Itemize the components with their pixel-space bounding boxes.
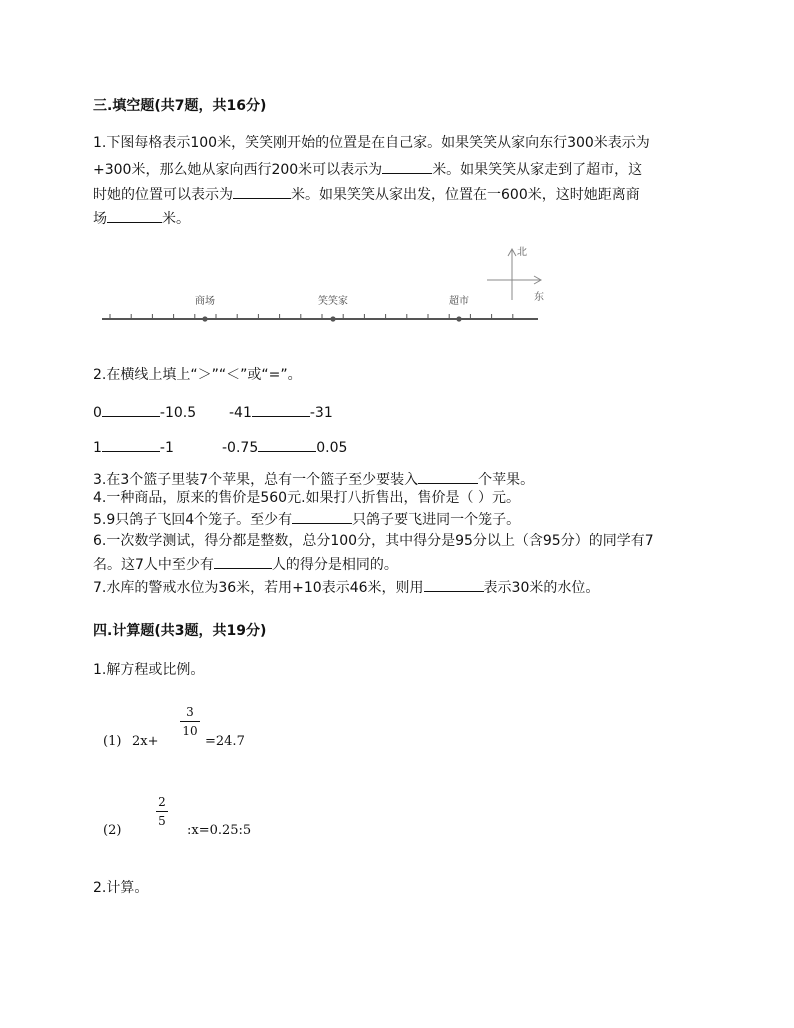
q7-text-b: 表示30米的水位。 [483,580,600,596]
q1-line3-text-b: 米。如果笑笑从家出发，位置在一600米，这时她距离商 [291,187,640,203]
compare-left: 1 [93,440,102,456]
compare-blank[interactable] [102,401,160,417]
q2-row2-item2 [222,436,347,458]
q1-line2-text-b: 米。如果笑笑从家走到了超市，这 [432,162,643,178]
eq2-fraction [156,795,168,828]
answer-blank[interactable] [418,468,478,484]
fraction-bar [180,721,200,722]
q6-line2-text-b: 人的得分是相同的。 [271,557,398,573]
answer-blank[interactable] [107,207,162,223]
eq1-label: (1) [103,734,122,749]
q2-row1-item2 [229,401,333,423]
q2-prompt: 2.在横线上填上“＞”“＜”或“=”。 [93,367,302,383]
compass-icon [487,246,544,303]
eq2-numerator: 2 [158,795,166,809]
q1-line3 [93,183,640,205]
compare-blank[interactable] [252,401,310,417]
answer-blank[interactable] [382,158,432,174]
compare-left: -41 [229,405,252,421]
answer-blank[interactable] [424,576,484,592]
eq1-numerator: 3 [186,705,194,719]
q7 [93,576,599,598]
q6-line2 [93,553,398,575]
q5 [93,508,520,530]
q1-line4 [93,207,190,229]
label-mall: 商场 [195,296,215,307]
label-home: 笑笑家 [318,296,348,307]
q1-line2-text-a: +300米，那么她从家向西行200米可以表示为 [93,162,383,178]
calc-q2-prompt: 2.计算。 [93,880,149,896]
q3-text-a: 3.在3个篮子里装7个苹果，总有一个篮子至少要装入 [93,472,419,488]
q1-line1: 1.下图每格表示100米，笑笑刚开始的位置是在自己家。如果笑笑从家向东行300米表示为 [93,135,650,151]
mall-dot [202,316,207,321]
q2-row2-item1 [93,436,174,458]
section-3-title: 三.填空题(共7题，共16分) [93,98,267,114]
compare-right: 0.05 [316,440,348,456]
compare-blank[interactable] [258,436,316,452]
eq2-label: (2) [103,823,122,838]
eq1-denominator: 10 [182,724,198,738]
q6-line1: 6.一次数学测试，得分都是整数，总分100分，其中得分是95分以上（含95分）的同学有7 [93,533,654,549]
compare-blank[interactable] [102,436,160,452]
eq1-rhs: =24.7 [205,734,245,749]
q3-text-b: 个苹果。 [478,472,535,488]
eq1-lhs: 2x+ [132,734,159,749]
home-dot [330,316,335,321]
q6-line2-text-a: 名。这7人中至少有 [93,557,214,573]
answer-blank[interactable] [292,508,352,524]
compare-right: -31 [309,405,333,421]
q1-line2 [93,158,642,180]
q5-text-b: 只鸽子要飞进同一个笼子。 [352,512,521,528]
q2-row1-item1 [93,401,196,423]
compass-east-label: 东 [534,292,544,303]
eq2-denominator: 5 [158,814,166,828]
eq1-fraction [180,705,200,738]
eq2-rest: :x=0.25:5 [187,823,252,838]
compass-north-label: 北 [517,247,527,258]
compare-left: -0.75 [222,440,259,456]
compare-left: 0 [93,405,102,421]
fraction-bar [156,811,168,812]
q4: 4.一种商品，原来的售价是560元.如果打八折售出，售价是（ ）元。 [93,490,520,506]
section-4-title: 四.计算题(共3题，共19分) [93,623,267,639]
q1-line4-text-b: 米。 [162,211,190,227]
q1-line3-text-a: 时她的位置可以表示为 [93,187,233,203]
number-line-figure [93,238,553,333]
calc-q1-prompt: 1.解方程或比例。 [93,662,205,678]
compare-right: -1 [159,440,174,456]
q1-line4-text-a: 场 [93,211,107,227]
label-supermarket: 超市 [449,296,469,307]
q5-text-a: 5.9只鸽子飞回4个笼子。至少有 [93,512,293,528]
q7-text-a: 7.水库的警戒水位为36米，若用+10表示46米，则用 [93,580,424,596]
supermarket-dot [456,316,461,321]
answer-blank[interactable] [214,553,272,569]
compare-right: -10.5 [159,405,197,421]
answer-blank[interactable] [233,183,291,199]
q3 [93,468,534,490]
